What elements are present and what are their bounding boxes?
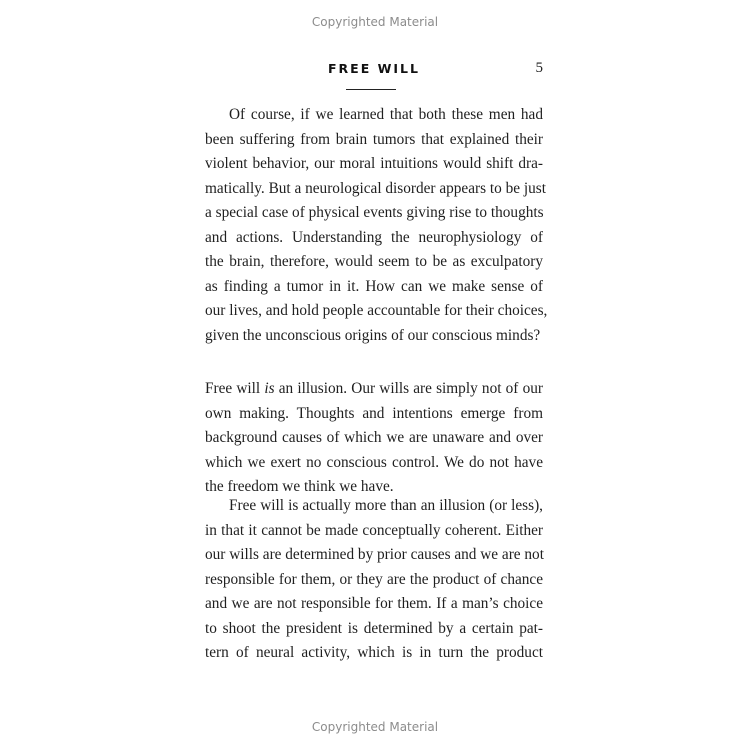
text-line: violent behavior, our moral intuitions would shift dra- bbox=[205, 155, 543, 172]
text-line: and actions. Understanding the neurophysiology of bbox=[205, 228, 543, 246]
paragraph-3 bbox=[205, 494, 543, 666]
text-line bbox=[205, 377, 543, 402]
text-line: been suffering from brain tumors that explained their bbox=[205, 130, 543, 148]
copyright-watermark-bottom: Copyrighted Material bbox=[311, 720, 439, 734]
text-line: background causes of which we are unaware and over bbox=[205, 429, 543, 446]
text-line: our wills are determined by prior causes and we are not bbox=[205, 546, 544, 563]
text-line: the freedom we think we have. bbox=[205, 478, 394, 495]
chapter-title: FREE WILL bbox=[328, 61, 420, 76]
copyright-watermark-top: Copyrighted Material bbox=[311, 15, 439, 29]
text-line: Of course, if we learned that both these men had bbox=[229, 106, 543, 123]
text-span: an illusion. Our wills are simply not of our bbox=[274, 380, 543, 397]
text-line: our lives, and hold people accountable for their choices, bbox=[205, 302, 548, 319]
text-line: in that it cannot be made conceptually coherent. Either bbox=[205, 521, 543, 539]
text-line: the brain, therefore, would seem to be as exculpatory bbox=[205, 253, 543, 270]
emphasis-text: is bbox=[264, 380, 275, 397]
page-number: 5 bbox=[535, 60, 543, 76]
paragraph-1 bbox=[205, 103, 548, 348]
running-head bbox=[205, 60, 543, 80]
text-line: own making. Thoughts and intentions emerge from bbox=[205, 404, 543, 422]
text-line: a special case of physical events giving rise to thoughts bbox=[205, 204, 544, 221]
text-line: which we exert no conscious control. We do not have bbox=[205, 453, 543, 471]
text-line: and we are not responsible for them. If a man’s choice bbox=[205, 595, 543, 612]
paragraph-2 bbox=[205, 377, 543, 500]
text-line: Free will is actually more than an illusion (or less), bbox=[229, 497, 543, 514]
header-rule bbox=[346, 89, 396, 90]
text-line: given the unconscious origins of our conscious minds? bbox=[205, 326, 541, 344]
text-line: responsible for them, or they are the product of chance bbox=[205, 570, 543, 588]
text-line: tern of neural activity, which is in turn the product bbox=[205, 644, 543, 661]
text-line: to shoot the president is determined by a certain pat- bbox=[205, 619, 543, 637]
text-line: as finding a tumor in it. How can we make sense of bbox=[205, 277, 543, 295]
text-span: Free will bbox=[205, 380, 265, 397]
text-line: matically. But a neurological disorder appears to be just bbox=[205, 179, 546, 197]
